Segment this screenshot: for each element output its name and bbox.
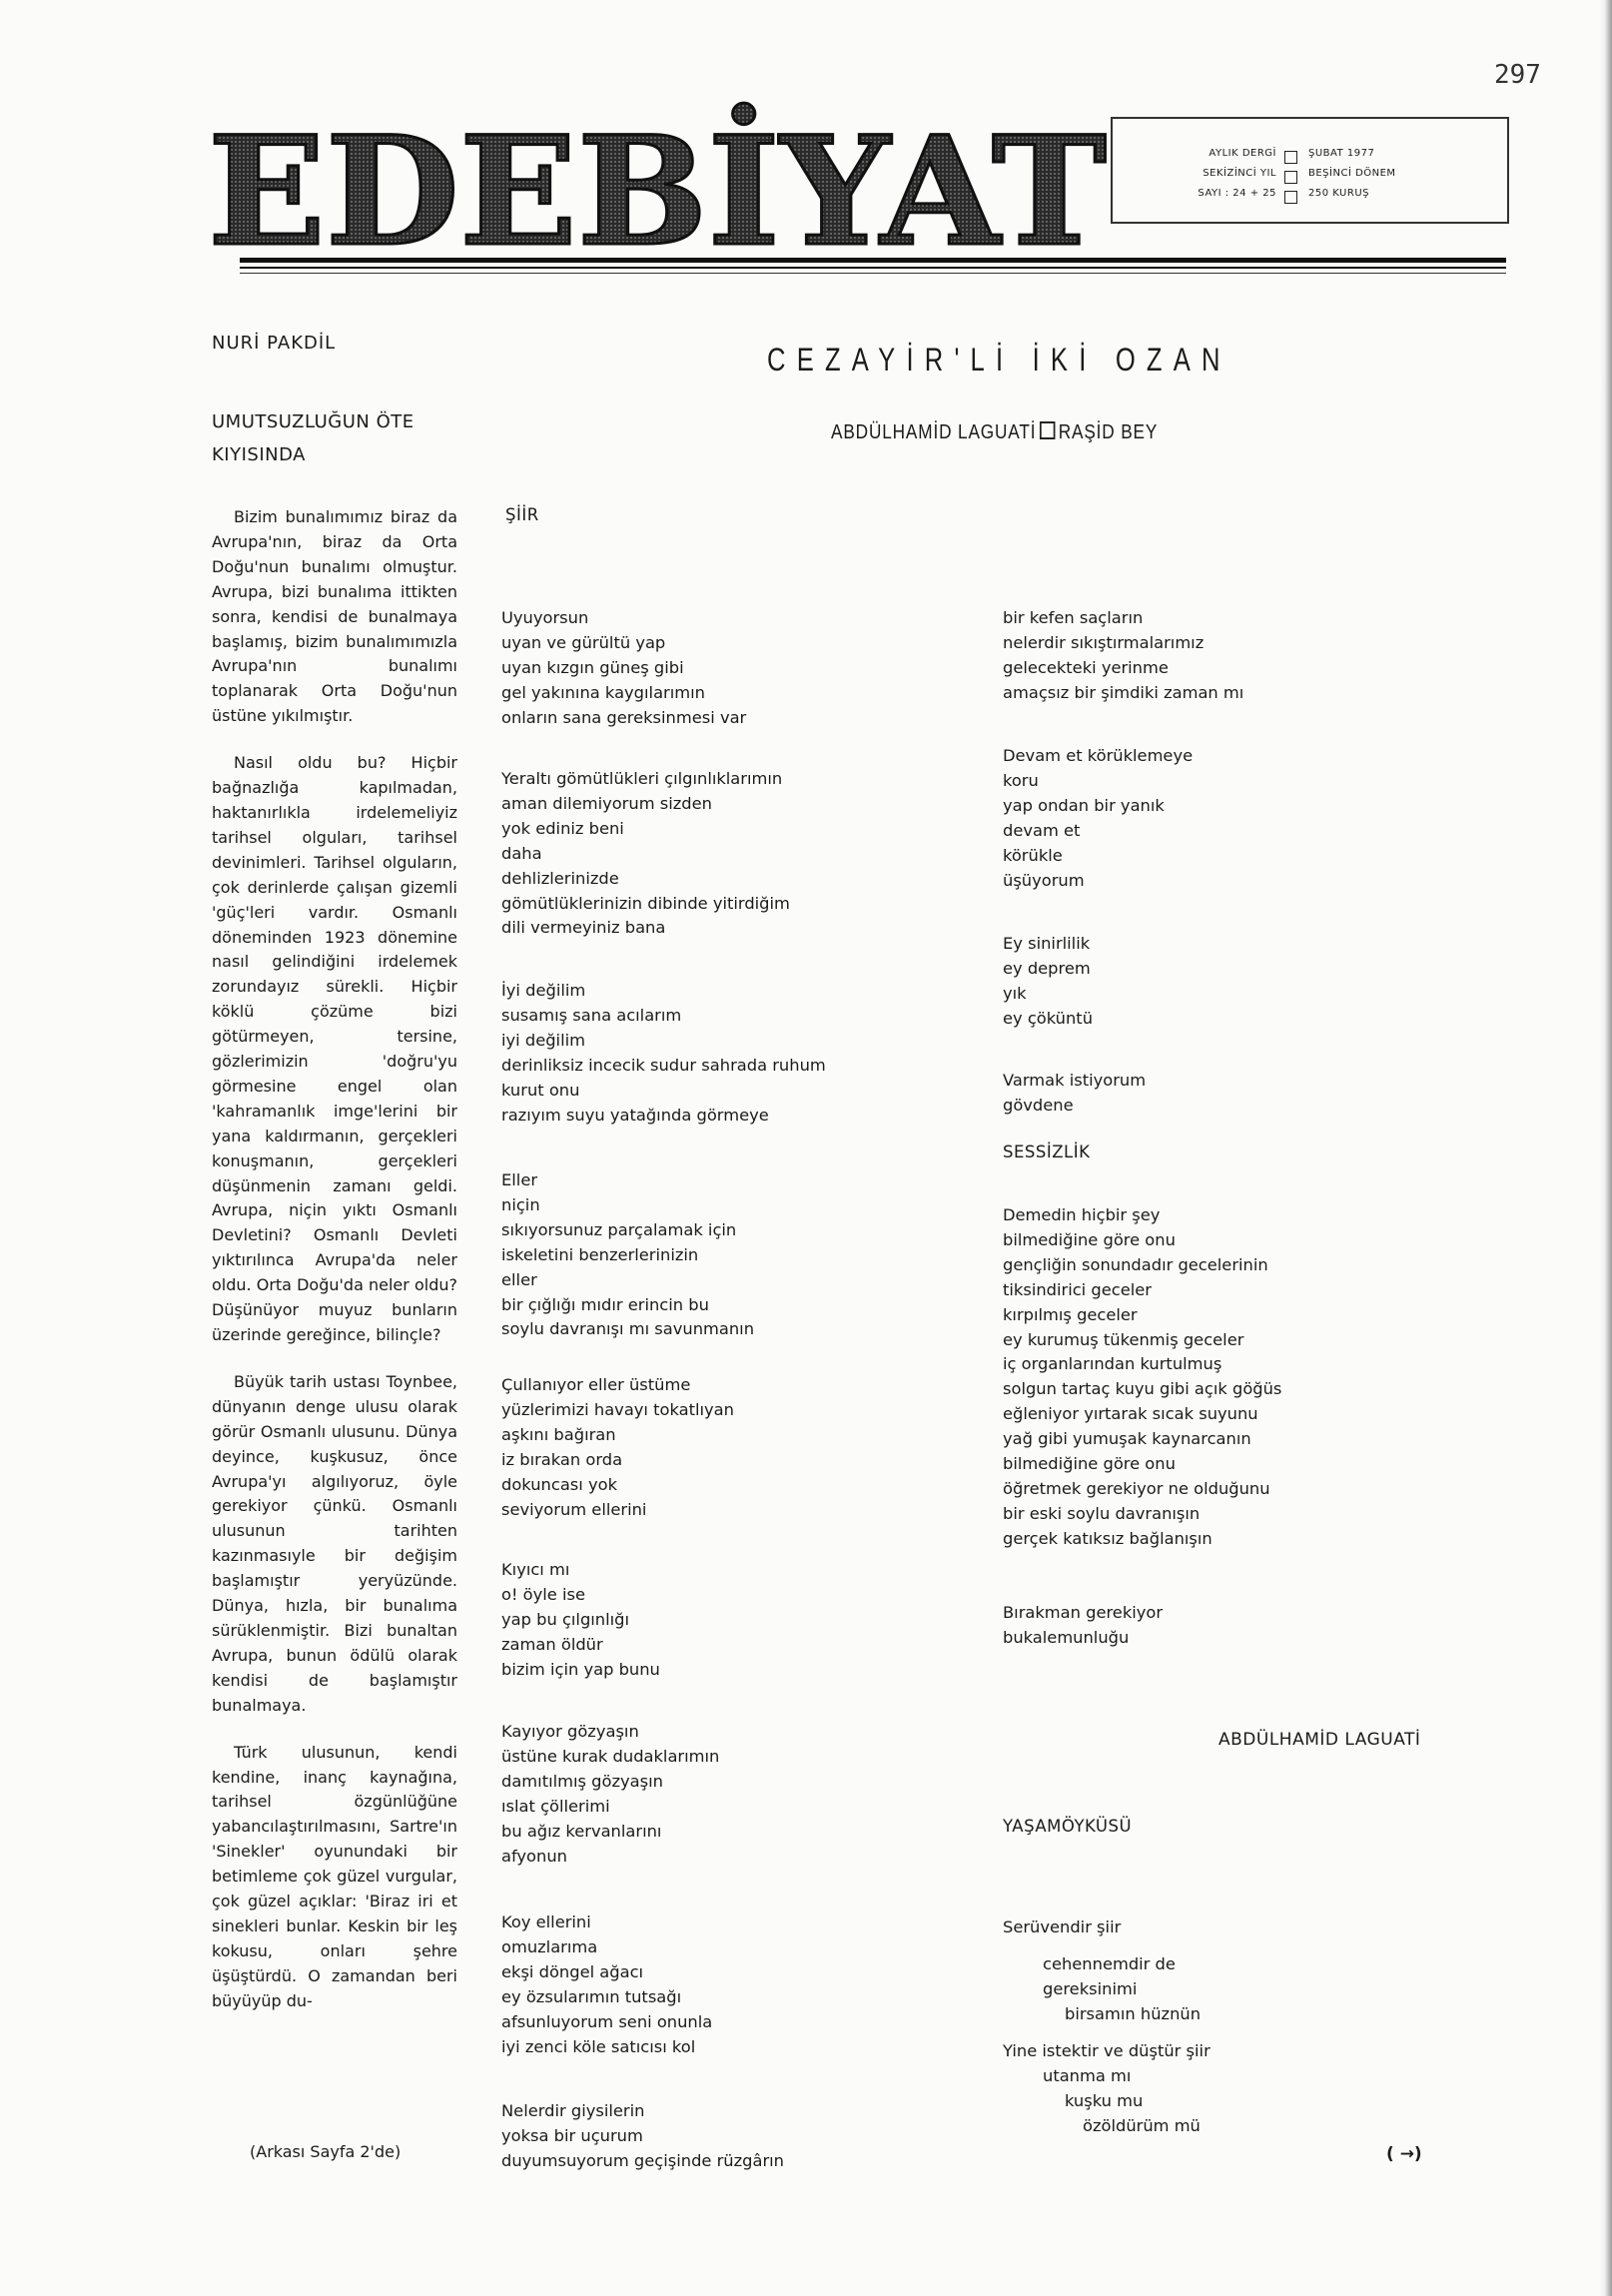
poem-line: solgun tartaç kuyu gibi açık göğüs: [1003, 1379, 1282, 1399]
poem-line: öğretmek gerekiyor ne olduğunu: [1003, 1478, 1270, 1498]
essay-paragraph: Nasıl oldu bu? Hiçbir bağnazlığa kapılmadan, haktanırlıkla irdelemeliyiz tarihsel olguları, tarihsel devinimleri. Tarihsel olguların, çok derinlerde çalışan gizemli 'güç'leri vardır. Osmanlı döneminden 1923 dönemine nasıl gelindiğini irdelemek zorundayız sürekli. Hiçbir köklü çözüme bizi götürmeyen, tersine, gözlerimizin 'doğru'yu görmesine engel olan 'kahramanlık imge'lerini bir yana kaldırmanın, gerçekleri konuşmanın, gerçekleri düşünmenin zamanı geldi. Avrupa, niçin yıktı Osmanlı Devletini? Osmanlı Devleti yıktırılınca Avrupa'da neler oldu. Orta Doğu'da neler oldu? Düşünüyor muyuz bunların üzerinde gereğince, bilinçle?: [212, 753, 457, 1344]
poem-line: kırpılmış geceler: [1003, 1304, 1138, 1324]
essay-paragraph: Büyük tarih ustası Toynbee, dünyanın denge ulusu olarak görür Osmanlı ulusunu. Dünya deyince, kuşkusuz, önce Avrupa'yı algılıyoruz, öyle gerekiyor çünkü. Osmanlı ulusunun tarihten kazınmasıyle bir değişim başlamıştır yeryüzünde. Dünya, hızla, bir bunalıma sürüklenmiştir. Bizi bunaltan Avrupa, bunun ödülü olarak kendisi de başlamıştır bunalmaya.: [212, 1371, 457, 1715]
info-right: BEŞİNCİ DÖNEM: [1308, 168, 1396, 179]
poem-section-title: CEZAYİR'Lİ İKİ OZAN: [767, 342, 1231, 378]
poem-line: Yine istektir ve düştür şiir: [1003, 2041, 1210, 2060]
author-name: RAŞİD BEY: [1058, 421, 1159, 443]
poem-line: birsamın hüznün: [1065, 2004, 1202, 2023]
poem-line: yık: [1003, 983, 1027, 1003]
poem-line: bir çığlığı mıdır erincin bu: [501, 1294, 709, 1314]
poem-stanza: [1003, 1203, 1281, 1552]
poem-line: susamış sana acılarım: [501, 1005, 682, 1025]
checkbox-square-icon: [1284, 171, 1297, 184]
poem-line: Yeraltı gömütlükleri çılgınlıklarımın: [501, 769, 783, 788]
poem-line: Kıyıcı mı: [501, 1560, 570, 1579]
poem-line: bir eski soylu davranışın: [1003, 1503, 1201, 1523]
masthead: [206, 84, 1109, 252]
poem-line: bilmediğine göre onu: [1003, 1454, 1176, 1474]
poem-line: gövdene: [1003, 1095, 1074, 1115]
poem-line: zaman öldür: [501, 1634, 603, 1654]
info-box: [1111, 117, 1509, 224]
poem-line: seviyorum ellerini: [501, 1499, 647, 1519]
poem-line: üşüyorum: [1003, 870, 1085, 890]
poem-line: ekşi döngel ağacı: [501, 1961, 644, 1981]
essay-paragraph: Türk ulusunun, kendi kendine, inanç kaynağına, tarihsel özgünlüğüne yabancılaştırılmasını, Sartre'ın 'Sinekler' oyunundaki bir betimleme çok güzel vurgular, çok güzel açıklar: 'Biraz iri et sinekleri bunlar. Keskin bir leş kokusu, onları şehre üşüştürdü. O zamandan beri büyüyüp du-: [212, 1742, 457, 2010]
poem-line: devam et: [1003, 820, 1081, 840]
poem-line: Kayıyor gözyaşın: [501, 1722, 639, 1741]
poem-line: ey deprem: [1003, 958, 1091, 978]
poem-line: yağ gibi yumuşak kaynarcanın: [1003, 1429, 1251, 1449]
poem-line: yüzlerimizi havayı tokatlıyan: [501, 1399, 734, 1419]
essay-title-line: UMUTSUZLUĞUN ÖTE: [212, 411, 414, 432]
page-number: 297: [1494, 60, 1541, 90]
info-row: [1113, 188, 1507, 208]
poem-line: utanma mı: [1043, 2066, 1132, 2085]
poem-line: kuşku mu: [1065, 2091, 1144, 2110]
poem-line: afyonun: [501, 1846, 567, 1866]
poem-line: uyan kızgın güneş gibi: [501, 657, 684, 677]
info-row: [1113, 168, 1507, 188]
poem-line: soylu davranışı mı savunmanın: [501, 1319, 755, 1339]
poem-line: özöldürüm mü: [1083, 2116, 1201, 2135]
poem-line: Koy ellerini: [501, 1913, 591, 1931]
poem-line: Eller: [501, 1170, 538, 1189]
poem-line: iyi zenci köle satıcısı kol: [501, 2036, 696, 2056]
poem-stanza: [1003, 1069, 1146, 1119]
poem-line: niçin: [501, 1194, 540, 1214]
poet-signature: ABDÜLHAMİD LAGUATİ: [1218, 1730, 1421, 1750]
poem-stanza: [501, 1720, 719, 1869]
poem-line: dokuncası yok: [501, 1474, 617, 1494]
poem-line: üstüne kurak dudaklarımın: [501, 1746, 720, 1766]
poem-line: ıslat çöllerimi: [501, 1796, 610, 1816]
poem-line: eğleniyor yırtarak sıcak suyunu: [1003, 1404, 1258, 1424]
essay-body: [212, 505, 457, 2036]
continued-note: (Arkası Sayfa 2'de): [250, 2142, 402, 2161]
poem-line: gel yakınına kaygılarımın: [501, 682, 705, 702]
poem-line: duyumsuyorum geçişinde rüzgârın: [501, 2150, 784, 2170]
poem-line: Ey sinirlilik: [1003, 934, 1091, 953]
essay-paragraph: Bizim bunalımımız biraz da Avrupa'nın, biraz da Orta Doğu'nun bunalımı olmuştur. Avrupa, bizi bunalıma ittikten sonra, kendisi de bunalmaya başlamış, bizim bunalımımızla Avrupa'nın bunalımı toplanarak Orta Doğu'nun üstüne yıkılmıştır.: [212, 507, 457, 726]
info-right: 250 KURUŞ: [1308, 188, 1369, 199]
info-right: ŞUBAT 1977: [1308, 148, 1375, 159]
poem-line: onların sana gereksinmesi var: [501, 707, 747, 727]
poem-line: cehennemdir de: [1043, 1954, 1176, 1973]
essay-author: NURİ PAKDİL: [212, 333, 337, 354]
poem-line: dehlizlerinizde: [501, 868, 619, 888]
header-rule: [240, 273, 1506, 274]
poem-line: eller: [501, 1269, 537, 1289]
checkbox-square-icon: [1284, 191, 1297, 204]
checkbox-square-icon: [1284, 151, 1297, 164]
poem-line: daha: [501, 843, 542, 863]
poem-line: gereksinimi: [1043, 1979, 1138, 1998]
poem-stanza: [501, 979, 826, 1128]
poem-stanza: [501, 767, 790, 941]
poem-line: sıkıyorsunuz parçalamak için: [501, 1219, 737, 1239]
poem-line: yoksa bir uçurum: [501, 2125, 643, 2145]
poem-line: iç organlarından kurtulmuş: [1003, 1354, 1222, 1374]
section-heading: YAŞAMÖYKÜSÜ: [1003, 1817, 1133, 1836]
poem-line: o! öyle ise: [501, 1584, 585, 1604]
poem-stanza: [501, 1168, 754, 1342]
poem-line: Varmak istiyorum: [1003, 1071, 1147, 1090]
poem-stanza: [501, 606, 746, 731]
poem-line: Çullanıyor eller üstüme: [501, 1375, 691, 1394]
poem-line: Uyuyorsun: [501, 608, 589, 627]
poem-line: ey çöküntü: [1003, 1008, 1094, 1028]
poem-line: tiksindirici geceler: [1003, 1279, 1152, 1299]
poem-line: amaçsız bir şimdiki zaman mı: [1003, 682, 1244, 702]
poem-line: damıtılmış gözyaşın: [501, 1771, 663, 1791]
separator-box-icon: [1040, 421, 1055, 439]
poem-line: bukalemunluğu: [1003, 1627, 1130, 1647]
poem-line: afsunluyorum seni onunla: [501, 2011, 713, 2031]
poem-line: Nelerdir giysilerin: [501, 2101, 645, 2120]
poem-stanza: [501, 2099, 784, 2174]
poem-line: ey kurumuş tükenmiş geceler: [1003, 1329, 1244, 1349]
info-left: SEKİZİNCİ YIL: [1203, 168, 1276, 179]
poem-line: kurut onu: [501, 1080, 580, 1100]
info-row: [1113, 148, 1507, 168]
section-heading: SESSİZLİK: [1003, 1143, 1091, 1161]
poem-section-authors: [831, 421, 1158, 444]
poem-line: koru: [1003, 770, 1039, 790]
poem-line: omuzlarıma: [501, 1936, 598, 1956]
poem-line: iyi değilim: [501, 1030, 585, 1050]
poem-line: iz bırakan orda: [501, 1449, 623, 1469]
scan-edge: [1600, 0, 1612, 2296]
poem-line: gömütlüklerinizin dibinde yitirdiğim: [501, 893, 790, 913]
poem-stanza: [1003, 744, 1193, 893]
poem-line: Serüvendir şiir: [1003, 1917, 1122, 1936]
poem-line: Devam et körüklemeye: [1003, 746, 1194, 765]
poem-line: gerçek katıksız bağlanışın: [1003, 1528, 1212, 1548]
poem-line: bu ağız kervanlarını: [501, 1821, 662, 1841]
poem-line: bilmediğine göre onu: [1003, 1229, 1176, 1249]
info-left: SAYI : 24 + 25: [1198, 188, 1276, 199]
poem-stanza: [501, 1911, 712, 2059]
poem-line: bizim için yap bunu: [501, 1659, 660, 1679]
poem-line: gençliğin sonundadır gecelerinin: [1003, 1254, 1268, 1274]
poem-line: aşkını bağıran: [501, 1424, 616, 1444]
author-name: ABDÜLHAMİD LAGUATİ: [831, 421, 1037, 443]
poem-line: yok ediniz beni: [501, 818, 624, 838]
info-left: AYLIK DERGİ: [1209, 148, 1276, 159]
poem-line: körükle: [1003, 845, 1063, 865]
poem-line: yap ondan bir yanık: [1003, 795, 1165, 815]
poem-stanza: [1003, 1601, 1163, 1651]
header-rule: [240, 258, 1506, 263]
poem-line: gelecekteki yerinme: [1003, 657, 1169, 677]
poem-stanza: [501, 1558, 660, 1683]
masthead-logo: [206, 84, 1109, 252]
poem-line: ey özsularımın tutsağı: [501, 1986, 682, 2006]
poem-line: Bırakman gerekiyor: [1003, 1603, 1164, 1622]
poem-stanza: [1003, 606, 1243, 706]
poem-line: Demedin hiçbir şey: [1003, 1205, 1161, 1224]
poem-line: uyan ve gürültü yap: [501, 632, 666, 652]
essay-title-line: KIYISINDA: [212, 444, 306, 465]
poem-label: ŞİİR: [505, 505, 539, 524]
poem-stanza: [1003, 932, 1093, 1032]
poem-line: nelerdir sıkıştırmalarımız: [1003, 632, 1205, 652]
poem-line: derinliksiz incecik sudur sahrada ruhum: [501, 1055, 826, 1075]
poem-line: yap bu çılgınlığı: [501, 1609, 630, 1629]
poem-line: iskeletini benzerlerinizin: [501, 1244, 699, 1264]
continue-arrow-icon: ( →): [1386, 2144, 1422, 2164]
poem-line: bir kefen saçların: [1003, 608, 1144, 627]
header-rule: [240, 267, 1506, 269]
masthead-title: EDEBİYAT: [208, 104, 1080, 252]
poem-line: aman dilemiyorum sizden: [501, 793, 712, 813]
poem-line: dili vermeyiniz bana: [501, 918, 666, 938]
poem-line: razıyım suyu yatağında görmeye: [501, 1105, 769, 1125]
poem-stanza: [501, 1373, 734, 1522]
poem-line: İyi değilim: [501, 981, 586, 1000]
essay-title: [212, 405, 414, 471]
